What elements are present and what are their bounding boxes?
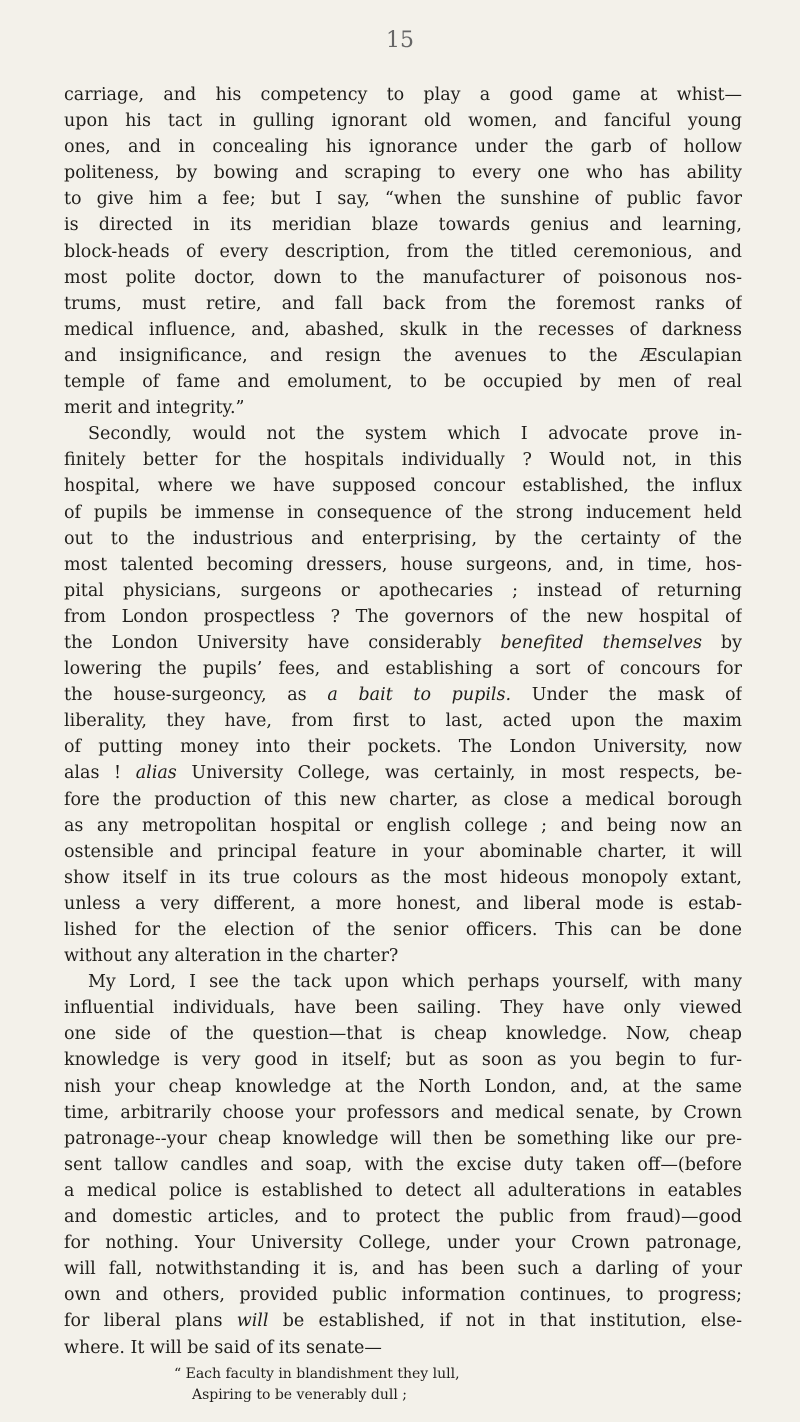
text-line — [64, 1308, 742, 1334]
text-line: and domestic articles, and to protect the public from fraud)—good — [64, 1207, 742, 1228]
text-line: for nothing. Your University College, under your Crown patronage, — [64, 1233, 742, 1254]
text-line: nish your cheap knowledge at the North London, and, at the same — [64, 1076, 742, 1097]
text-line: upon his tact in gulling ignorant old women, and fanciful young — [64, 111, 742, 132]
quote-line: “ Each faculty in blandishment they lull, — [174, 1366, 460, 1382]
text-line: medical influence, and, abashed, skulk in the recesses of darkness — [64, 319, 742, 340]
text-line: own and others, provided public information continues, to progress; — [64, 1285, 742, 1306]
text-line: lowering the pupils’ fees, and establishing a sort of concours for — [64, 659, 742, 680]
line-text: the London University have considerably — [64, 632, 482, 653]
text-line: one side of the question—that is cheap knowledge. Now, cheap — [64, 1024, 742, 1045]
text-line: ones, and in concealing his ignorance under the garb of hollow — [64, 137, 742, 158]
text-line: pital physicians, surgeons or apothecaries ; instead of returning — [64, 580, 742, 601]
line-text: Under the mask of — [511, 685, 742, 706]
text-line: carriage, and his competency to play a good game at whist— — [64, 85, 742, 105]
text-line: politeness, by bowing and scraping to every one who has ability — [64, 163, 742, 184]
verse-quote — [174, 1364, 604, 1406]
text-line: of putting money into their pockets. The London University, now — [64, 737, 742, 758]
text-line: a medical police is established to detect all adulterations in eatables — [64, 1180, 742, 1201]
text-line: liberality, they have, from first to last, acted upon the maxim — [64, 711, 742, 732]
text-line: to give him a fee; but I say, “when the sunshine of public favor — [64, 189, 742, 210]
text-line — [64, 630, 742, 656]
text-line: lished for the election of the senior officers. This can be done — [64, 920, 742, 940]
line-text: the house-surgeoncy, as — [64, 685, 307, 706]
line-text: for liberal plans — [64, 1311, 223, 1332]
text-line: hospital, where we have supposed concour established, the influx — [64, 476, 742, 497]
page-number: 15 — [386, 28, 414, 53]
body-text — [64, 82, 742, 1361]
line-text: alas ! — [64, 763, 122, 784]
text-line: will fall, notwithstanding it is, and has been such a darling of your — [64, 1259, 742, 1280]
text-line: where. It will be said of its senate— — [64, 1337, 382, 1358]
text-line: of pupils be immense in consequence of the strong inducement held — [64, 502, 742, 523]
text-line: from London prospectless ? The governors of the new hospital of — [64, 606, 742, 627]
text-line: finitely better for the hospitals individually ? Would not, in this — [64, 450, 742, 471]
text-line: unless a very different, a more honest, and liberal mode is estab- — [64, 893, 742, 914]
italic-text: will — [236, 1311, 269, 1332]
text-line: as any metropolitan hospital or english college ; and being now an — [64, 815, 742, 836]
italic-text: benefited themselves — [500, 632, 703, 653]
text-line: time, arbitrarily choose your professors and medical senate, by Crown — [64, 1102, 742, 1123]
text-line: out to the industrious and enterprising, by the certainty of the — [64, 528, 742, 549]
text-line — [64, 760, 742, 786]
text-line: block-heads of every description, from the titled ceremonious, and — [64, 241, 742, 262]
text-line: Secondly, would not the system which I advocate prove in- — [88, 424, 742, 445]
text-line: most talented becoming dressers, house surgeons, and, in time, hos- — [64, 554, 742, 575]
italic-text: alias — [135, 763, 177, 784]
text-line: merit and integrity.” — [64, 398, 245, 419]
text-line: is directed in its meridian blaze towards genius and learning, — [64, 215, 742, 236]
italic-text: a bait to pupils. — [327, 685, 512, 706]
text-line: and insignificance, and resign the avenues to the Æsculapian — [64, 345, 742, 366]
text-line: influential individuals, have been sailing. They have only viewed — [64, 998, 742, 1019]
text-line: temple of fame and emolument, to be occupied by men of real — [64, 372, 742, 393]
text-line: patronage--your cheap knowledge will then be something like our pre- — [64, 1128, 742, 1149]
quote-line: Aspiring to be venerably dull ; — [192, 1387, 407, 1403]
text-line: without any alteration in the charter? — [64, 946, 399, 967]
text-line: ostensible and principal feature in your abominable charter, it will — [64, 841, 742, 862]
line-text: University College, was certainly, in most respects, be- — [176, 763, 742, 784]
line-text: by — [702, 632, 742, 653]
text-line: My Lord, I see the tack upon which perhaps yourself, with many — [88, 972, 742, 993]
text-line: trums, must retire, and fall back from the foremost ranks of — [64, 293, 742, 314]
text-line: knowledge is very good in itself; but as soon as you begin to fur- — [64, 1050, 742, 1071]
text-line: show itself in its true colours as the most hideous monopoly extant, — [64, 867, 742, 888]
text-line — [64, 682, 742, 708]
line-text: be established, if not in that institution, else- — [268, 1311, 742, 1332]
text-line: fore the production of this new charter, as close a medical borough — [64, 789, 742, 810]
text-line: most polite doctor, down to the manufacturer of poisonous nos- — [64, 267, 742, 288]
text-line: sent tallow candles and soap, with the excise duty taken off—(before — [64, 1154, 742, 1175]
